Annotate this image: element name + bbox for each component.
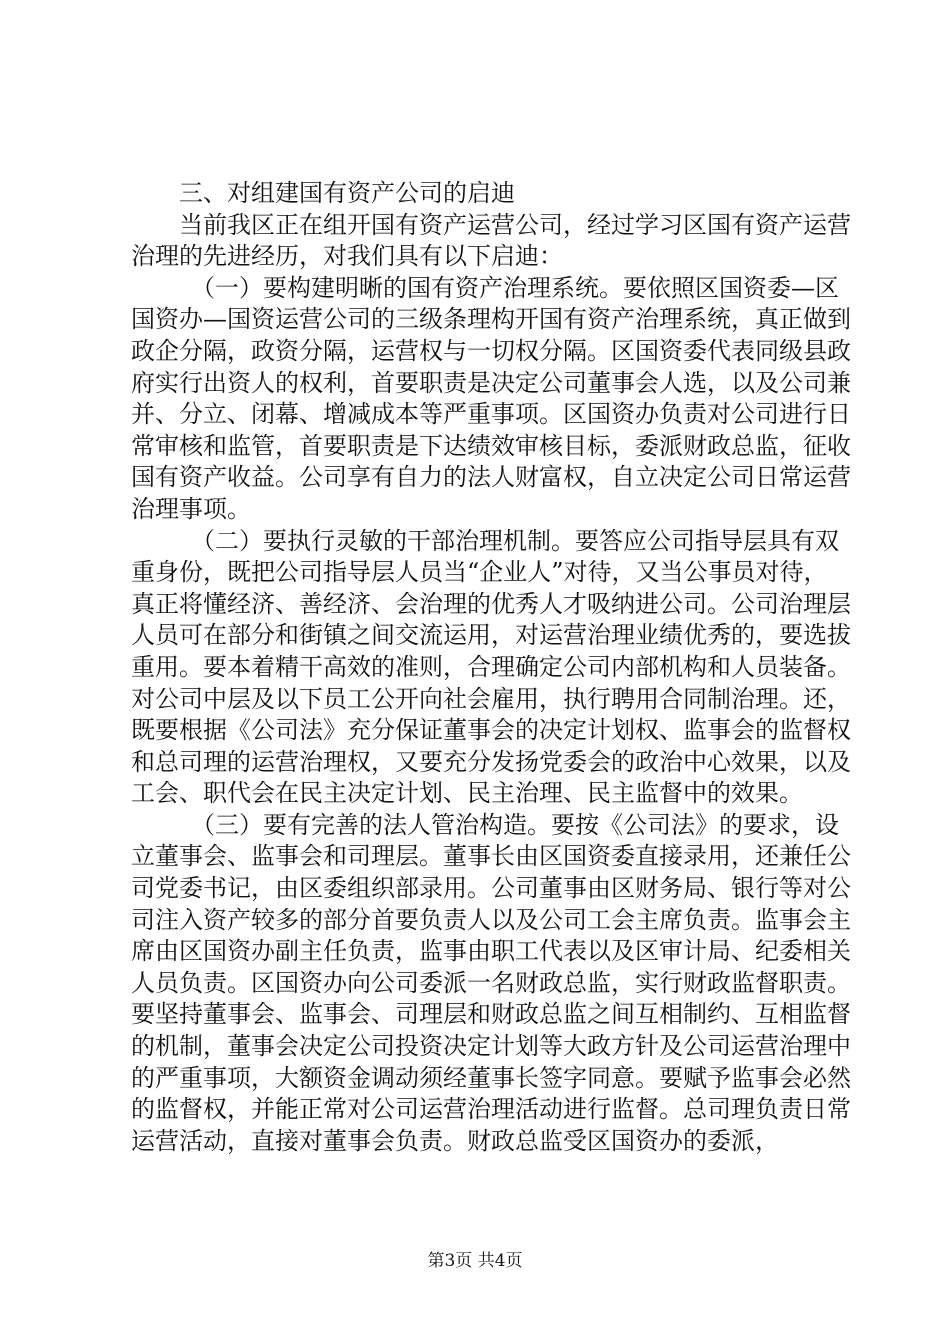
section-heading: 三、对组建国有资产公司的启迪	[179, 179, 515, 207]
paragraph-1: （一）要构建明晰的国有资产治理系统。要依照区国资委—区国资办—国资运营公司的三级条理构开国有资产治理系统，真正做到政企分隔，政资分隔，运营权与一切权分隔。区国资委代表同级县政府实行出资人的权利，首要职责是决定公司董事会人选，以及公司兼并、分立、闭幕、增减成本等严重事项。区国资办负责对公司进行日常审核和监管，首要职责是下达绩效审核目标，委派财政总监，征收国有资产收益。公司享有自力的法人财富权，自立决定公司日常运营治理事项。	[131, 273, 851, 523]
paragraph-intro: 当前我区正在组开国有资产运营公司，经过学习区国有资产运营治理的先进经历，对我们具有以下启迪：	[131, 210, 851, 271]
paragraph-3: （三）要有完善的法人管治构造。要按《公司法》的要求，设立董事会、监事会和司理层。董事长由区国资委直接录用，还兼任公司党委书记，由区委组织部录用。公司董事由区财务局、银行等对公司注入资产较多的部分首要负责人以及公司工会主席负责。监事会主席由区国资办副主任负责，监事由职工代表以及区审计局、纪委相关人员负责。区国资办向公司委派一名财政总监，实行财政监督职责。要坚持董事会、监事会、司理层和财政总监之间互相制约、互相监督的机制，董事会决定公司投资决定计划等大政方针及公司运营治理中的严重事项，大额资金调动须经董事长签字同意。要赋予监事会必然的监督权，并能正常对公司运营治理活动进行监督。总司理负责日常运营活动，直接对董事会负责。财政总监受区国资办的委派，	[131, 810, 851, 1155]
paragraph-2: （二）要执行灵敏的干部治理机制。要答应公司指导层具有双重身份，既把公司指导层人员当“企业人”对待，又当公事员对待，真正将懂经济、善经济、会治理的优秀人才吸纳进公司。公司治理层人员可在部分和街镇之间交流运用，对运营治理业绩优秀的，要选拔重用。要本着精干高效的准则，合理确定公司内部机构和人员装备。对公司中层及以下员工公开向社会雇用，执行聘用合同制治理。还，既要根据《公司法》充分保证董事会的决定计划权、监事会的监督权和总司理的运营治理权，又要充分发扬党委会的政治中心效果，以及工会、职代会在民主决定计划、民主治理、民主监督中的效果。	[131, 526, 851, 808]
document-body	[131, 178, 851, 1157]
page-footer: 第3页 共4页	[427, 1251, 523, 1271]
